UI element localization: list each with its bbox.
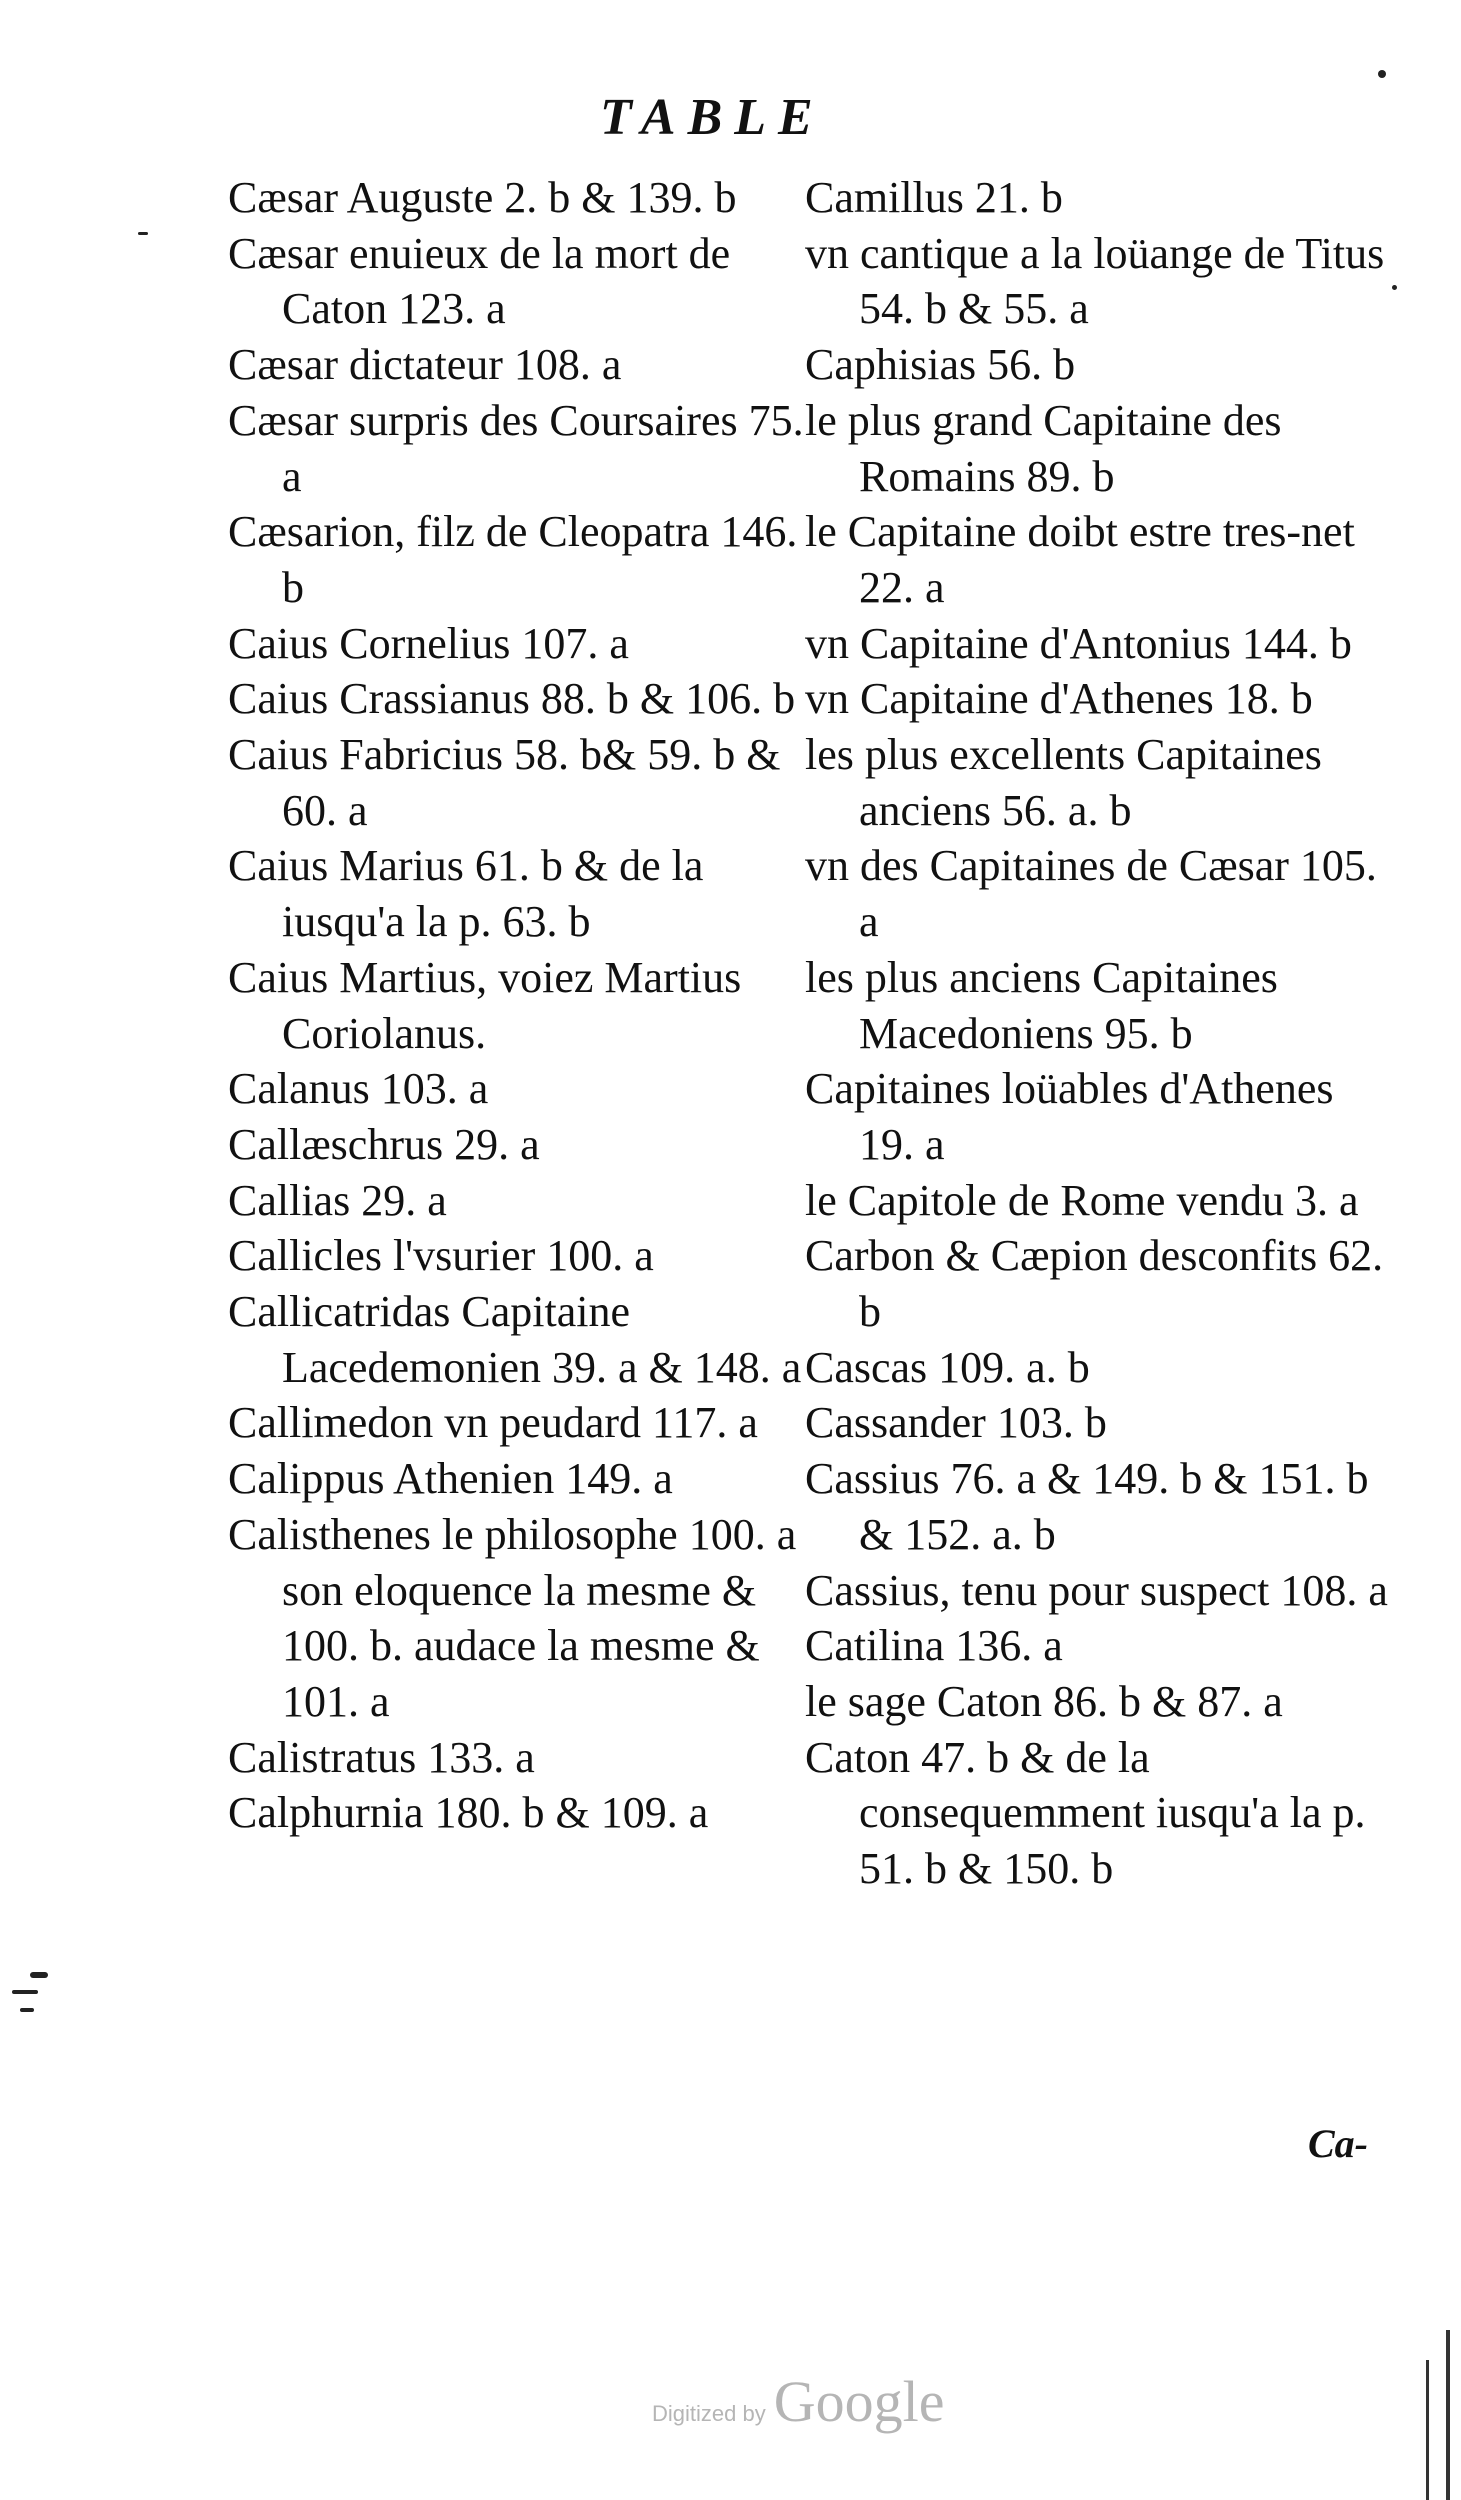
index-entry: Camillus 21. b: [805, 173, 1063, 222]
index-entry: le Capitaine doibt estre tres-net 22. a: [805, 507, 1355, 612]
index-entry: le plus grand Capitaine des Romains 89. b: [805, 395, 1282, 501]
index-entry: Carbon & Cæpion desconfits 62. b: [805, 1231, 1384, 1337]
index-entry: Cæsar Auguste 2. b & 139. b: [228, 173, 737, 222]
index-entry: le sage Caton 86. b & 87. a: [805, 1676, 1283, 1726]
index-entry: vn Capitaine d'Antonius 144. b: [805, 618, 1352, 668]
index-entry: vn Capitaine d'Athenes 18. b: [805, 674, 1313, 724]
binding-edge: [1426, 2360, 1429, 2500]
scan-speck: [1378, 70, 1386, 78]
index-entry: Callias 29. a: [228, 1175, 447, 1225]
index-entry: Cæsarion, filz de Cleopatra 146. b: [228, 507, 798, 612]
left-column: [228, 170, 828, 1841]
index-entry: Cæsar enuieux de la mort de Caton 123. a: [228, 228, 731, 334]
index-entry: Caius Cornelius 107. a: [228, 618, 629, 668]
scan-speck: [1392, 285, 1397, 290]
index-entry: Calistratus 133. a: [228, 1732, 535, 1782]
binding-edge: [1446, 2330, 1450, 2500]
index-entry: Cassius 76. a & 149. b & 151. b & 152. a. b: [805, 1454, 1369, 1559]
right-column: [805, 170, 1395, 1897]
google-logo: Google: [773, 2369, 945, 2434]
index-entry: Caius Marius 61. b & de la iusqu'a la p. 63. b: [228, 841, 704, 947]
scan-speck: [12, 1990, 38, 1994]
index-entry: Calippus Athenien 149. a: [228, 1454, 673, 1504]
index-entry: Cæsar surpris des Coursaires 75. a: [228, 395, 804, 501]
digitized-by-prefix: Digitized by: [652, 2401, 766, 2426]
index-entry: vn des Capitaines de Cæsar 105. a: [805, 841, 1377, 947]
index-entry: les plus excellents Capitaines anciens 56. a. b: [805, 730, 1322, 835]
index-entry: Callimedon vn peudard 117. a: [228, 1398, 758, 1448]
index-entry: Cassius, tenu pour suspect 108. a: [805, 1565, 1388, 1615]
index-entry: le Capitole de Rome vendu 3. a: [805, 1175, 1359, 1225]
index-entry: Callicatridas Capitaine Lacedemonien 39. a & 148. a: [228, 1287, 802, 1392]
index-entry: Caphisias 56. b: [805, 340, 1076, 390]
index-entry: Capitaines loüables d'Athenes 19. a: [805, 1064, 1334, 1169]
scan-speck: [20, 2008, 34, 2012]
digitized-by-watermark: [652, 2368, 944, 2435]
index-entry: Calisthenes le philosophe 100. a son eloquence la mesme & 100. b. audace la mesme & 101. a: [228, 1509, 797, 1726]
index-entry: Calphurnia 180. b & 109. a: [228, 1788, 709, 1838]
scan-speck: [138, 232, 148, 235]
index-entry: Cassander 103. b: [805, 1398, 1107, 1448]
index-entry: Cæsar dictateur 108. a: [228, 340, 622, 390]
index-entry: Callicles l'vsurier 100. a: [228, 1231, 654, 1281]
index-entry: Calanus 103. a: [228, 1064, 489, 1114]
index-entry: Catilina 136. a: [805, 1621, 1063, 1671]
index-entry: Caton 47. b & de la consequemment iusqu'a la p. 51. b & 150. b: [805, 1732, 1366, 1894]
index-entry: Caius Martius, voiez Martius Coriolanus.: [228, 952, 742, 1058]
catchword: Ca-: [1308, 2121, 1368, 2166]
index-entry: les plus anciens Capitaines Macedoniens 95. b: [805, 952, 1278, 1058]
running-head: TABLE: [600, 89, 825, 146]
index-entry: Caius Crassianus 88. b & 106. b: [228, 674, 796, 724]
index-entry: Caius Fabricius 58. b& 59. b & 60. a: [228, 730, 781, 835]
index-entry: vn cantique a la loüange de Titus 54. b & 55. a: [805, 228, 1385, 334]
index-entry: Cascas 109. a. b: [805, 1342, 1090, 1392]
index-entry: Callæschrus 29. a: [228, 1119, 540, 1169]
scan-speck: [30, 1972, 48, 1978]
